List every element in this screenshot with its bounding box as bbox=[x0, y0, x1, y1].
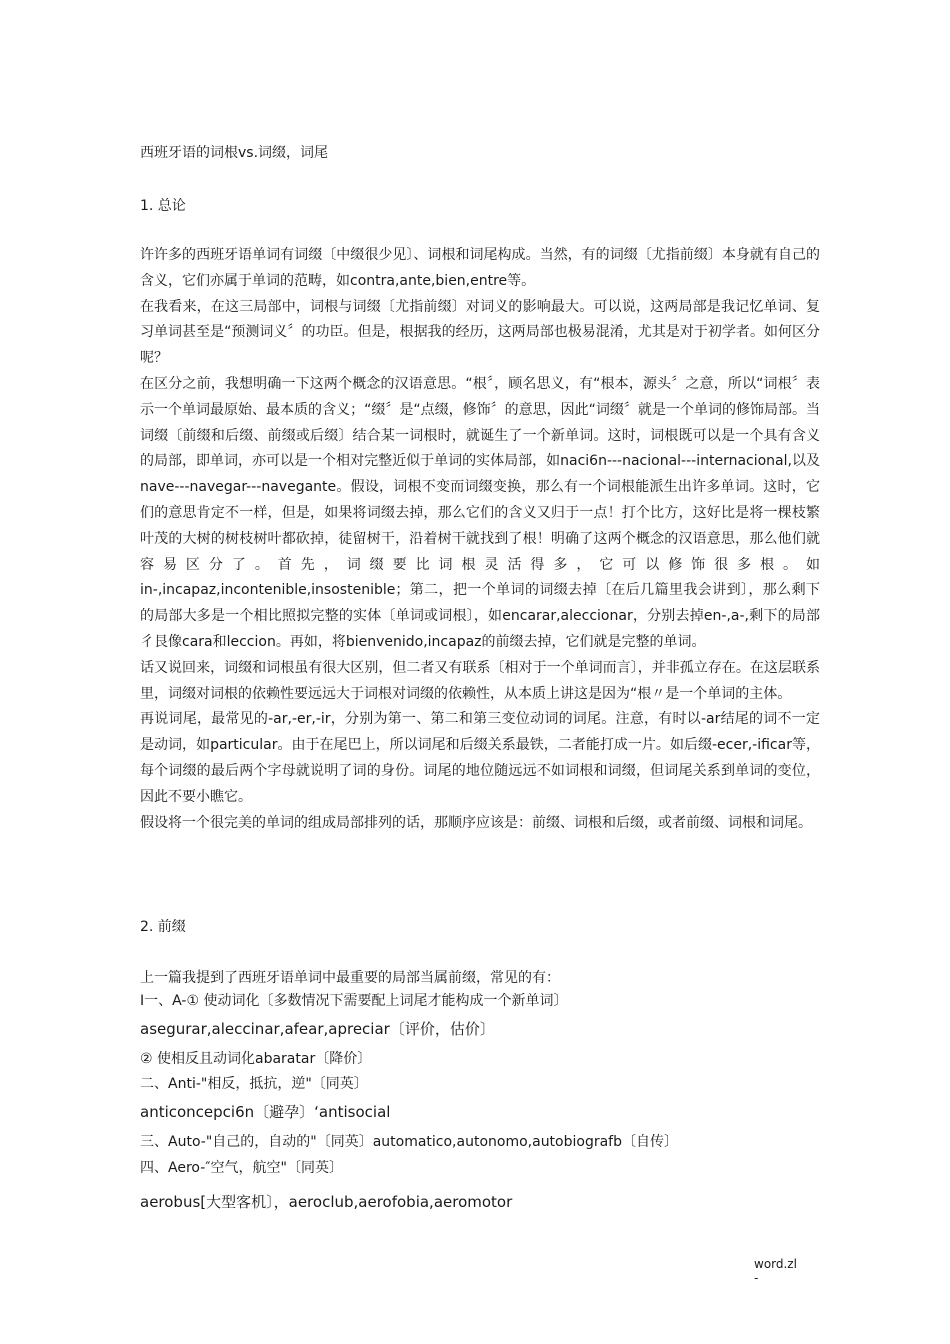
paragraph: 话又说回来，词缀和词根虽有很大区别，但二者又有联系〔相对于一个单词而言〕，并非孤立存在。在这层联系里，词缀对词根的依赖性要远远大于词根对词缀的依赖性，从本质上讲这是因为“根〃是一个单词的主体。 bbox=[140, 659, 820, 702]
footer-label: word.zl bbox=[754, 1257, 797, 1271]
list-line: asegurar,aleccinar,afear,apreciar〔评价，估价〕 bbox=[140, 1020, 495, 1038]
section-heading-prefix: 2. 前缀 bbox=[140, 919, 186, 935]
list-line: I一、A-① 使动词化〔多数情况下需要配上词尾才能构成一个新单词〕 bbox=[140, 993, 568, 1009]
list-line: 三、Auto-"自己的，自动的"〔同英〕automatico,autonomo,autobiografb〔自传〕 bbox=[140, 1134, 678, 1150]
paragraph: 许许多的西班牙语单词有词缀〔中缀很少见〕、词根和词尾构成。当然，有的词缀〔尤指前缀〕本身就有自己的含义，它们亦属于单词的范畴，如contra,ante,bien,entre等。 bbox=[140, 247, 820, 289]
document-title: 西班牙语的词根vs.词缀，词尾 bbox=[140, 145, 329, 161]
list-line: 二、Anti-"相反，抵抗，逆"〔同英〕 bbox=[140, 1076, 368, 1092]
prefix-list bbox=[140, 965, 820, 1217]
section-heading-overview: 1. 总论 bbox=[140, 198, 186, 214]
paragraph: 假设将一个很完美的单词的组成局部排列的话，那顺序应该是：前缀、词根和后缀，或者前缀、词根和词尾。 bbox=[140, 814, 812, 831]
list-line: 四、Aero-″空气，航空"〔同英〕 bbox=[140, 1160, 343, 1176]
paragraph: 在我看来，在这三局部中，词根与词缀〔尤指前缀〕对词义的影响最大。可以说，这两局部是我记忆单词、复习单词甚至是“预测词义〞的功臣。但是，根据我的经历，这两局部也极易混淆，尤其是对于初学者。如何区分呢？ bbox=[140, 298, 820, 367]
paragraph: 在区分之前，我想明确一下这两个概念的汉语意思。“根〞，顾名思义，有“根本，源头〞之意，所以“词根〞表示一个单词最原始、最本质的含义；“缀〞是“点缀，修饰〞的意思，因此“词缀〞就是一个单词的修饰局部。当词缀〔前缀和后缀、前缀或后缀〕结合某一词根时，就诞生了一个新单词。这时，词根既可以是一个具有含义的局部，即单词，亦可以是一个相对完整近似于单词的实体局部，如naci6n---nacional---internacional,以及nave---navegar---navegante。假设，词根不变而词缀变换，那么有一个词根能派生出许多单词。这时，它们的意思肯定不一样，但是，如果将词缀去掉，那么它们的含义又归于一点！打个比方，这好比是将一棵枝繁叶茂的大树的树枝树叶都砍掉，徒留树干，沿着树干就找到了根！明确了这两个概念的汉语意思，那么他们就容易区分了。首先，词缀要比词根灵活得多，它可以修饰很多根。如in-,incapaz,incontenible,insostenible；第二，把一个单词的词缀去掉〔在后几篇里我会讲到〕，那么剩下的局部大多是一个相比照拟完整的实体〔单词或词根〕，如encarar,aleccionar，分别去掉en-,a-,剩下的局部彳艮像cara和leccion。再如，将bienvenido,incapaz的前缀去掉，它们就是完整的单词。 bbox=[140, 375, 820, 650]
list-line: ② 使相反且动词化abaratar〔降价〕 bbox=[140, 1051, 372, 1067]
list-line: aerobus[大型客机〕，aeroclub,aerofobia,aeromotor bbox=[140, 1193, 513, 1211]
list-line: 上一篇我提到了西班牙语单词中最重要的局部当属前缀，常见的有： bbox=[140, 970, 560, 986]
list-line: anticoncepci6n〔避孕〕‘antisocial bbox=[140, 1103, 391, 1121]
footer-dash: - bbox=[754, 1271, 759, 1285]
paragraph: 再说词尾，最常见的-ar,-er,-ir，分别为第一、第二和第三变位动词的词尾。注意，有时以-ar结尾的词不一定是动词，如particular。由于在尾巴上，所以词尾和后缀关系最铁，二者能打成一片。如后缀-ecer,-ificar等，每个词缀的最后两个字母就说明了词的身份。词尾的地位随远远不如词根和词缀，但词尾关系到单词的变位，因此不要小瞧它。 bbox=[140, 711, 820, 805]
overview-body bbox=[140, 243, 820, 836]
page-footer bbox=[754, 1257, 797, 1285]
